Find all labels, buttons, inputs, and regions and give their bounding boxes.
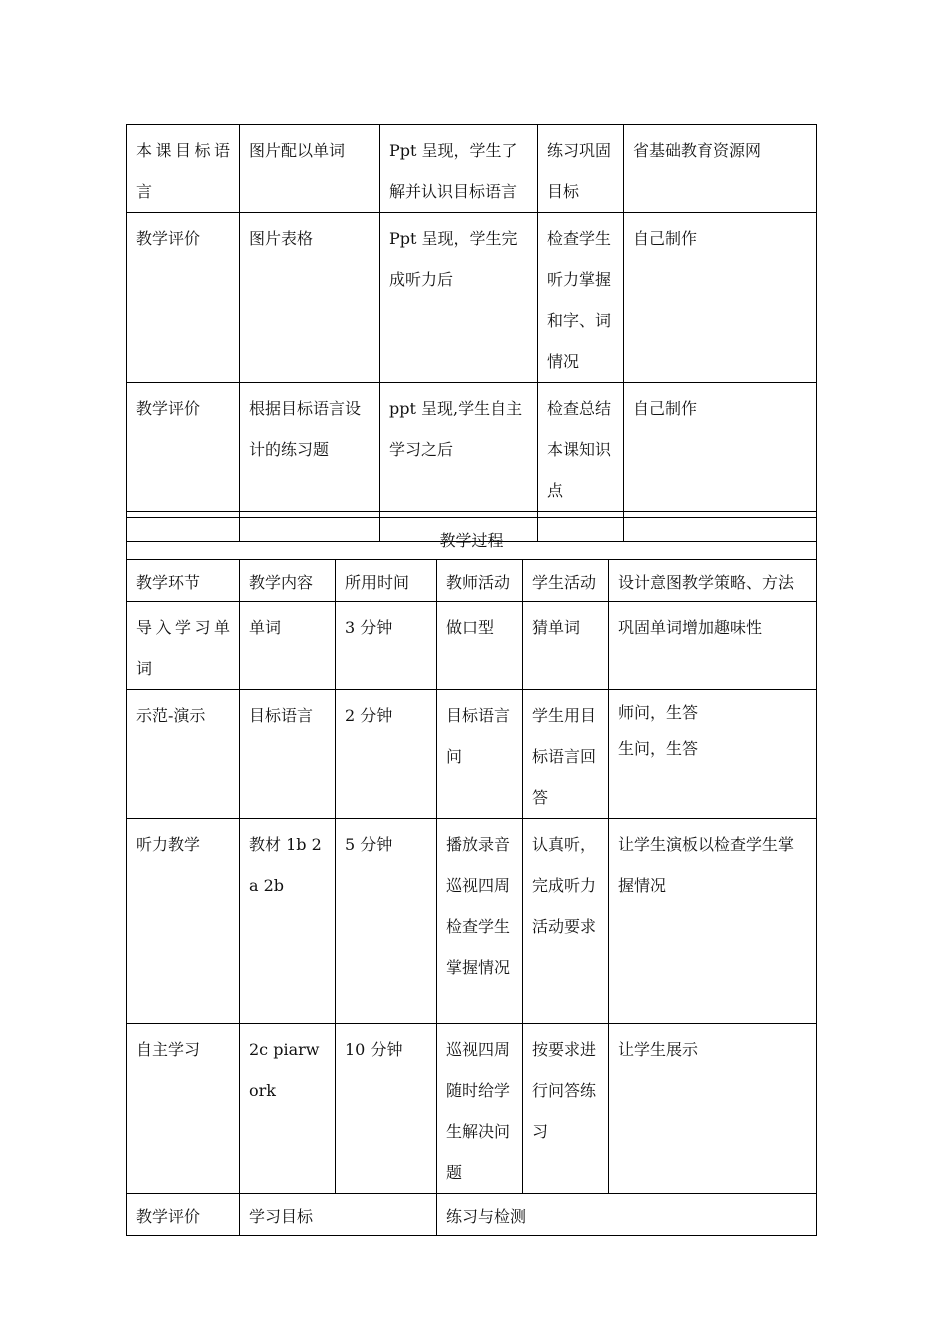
cell-line: 师问，生答 xyxy=(618,703,699,722)
table-cell: 图片表格 xyxy=(240,213,380,383)
table-cell: 本课目标语言 xyxy=(127,125,240,213)
table-cell: 5 分钟 xyxy=(336,819,437,1024)
cell-line: 生问，生答 xyxy=(618,739,699,758)
column-header: 设计意图教学策略、方法 xyxy=(609,560,817,602)
table-cell: 学生用目标语言回答 xyxy=(523,690,609,819)
table-cell: 3 分钟 xyxy=(336,602,437,690)
table-cell: 猜单词 xyxy=(523,602,609,690)
cell-line: 让学生展示 xyxy=(618,1040,699,1059)
table-cell: 检查学生听力掌握和字、词情况 xyxy=(538,213,624,383)
table-cell: 目标语言 xyxy=(240,690,336,819)
table-cell: 巡视四周随时给学生解决问题 xyxy=(437,1024,523,1194)
table-cell: 练习与检测 xyxy=(437,1194,817,1236)
table-cell: Ppt 呈现，学生了解并认识目标语言 xyxy=(380,125,538,213)
teaching-process-table xyxy=(126,517,817,1236)
table-cell: 教材 1b 2a 2b xyxy=(240,819,336,1024)
table-cell xyxy=(609,602,817,690)
column-header: 学生活动 xyxy=(523,560,609,602)
table-cell: 播放录音巡视四周检查学生掌握情况 xyxy=(437,819,523,1024)
table-cell xyxy=(609,690,817,819)
table-row xyxy=(127,125,817,213)
table-cell: Ppt 呈现，学生完成听力后 xyxy=(380,213,538,383)
column-header: 所用时间 xyxy=(336,560,437,602)
table-row xyxy=(127,690,817,819)
table-cell: 练习巩固目标 xyxy=(538,125,624,213)
table-cell: 听力教学 xyxy=(127,819,240,1024)
table-cell: 图片配以单词 xyxy=(240,125,380,213)
cell-line: 让学生演板以检查学生掌握情况 xyxy=(618,835,795,895)
table-cell: 示范-演示 xyxy=(127,690,240,819)
table-cell: 导入学习单词 xyxy=(127,602,240,690)
column-header: 教师活动 xyxy=(437,560,523,602)
table-cell: 认真听，完成听力活动要求 xyxy=(523,819,609,1024)
table-row xyxy=(127,602,817,690)
table-cell: 教学评价 xyxy=(127,1194,240,1236)
table-cell: 自主学习 xyxy=(127,1024,240,1194)
table-cell xyxy=(609,819,817,1024)
table-cell: 目标语言问 xyxy=(437,690,523,819)
cell-line: 巩固单词增加趣味性 xyxy=(618,618,763,637)
table-cell: 教学评价 xyxy=(127,213,240,383)
table-cell: 单词 xyxy=(240,602,336,690)
column-header: 教学环节 xyxy=(127,560,240,602)
table-cell: ppt 呈现,学生自主学习之后 xyxy=(380,383,538,512)
table-cell xyxy=(609,1024,817,1194)
resources-table xyxy=(126,124,817,542)
table-header-row xyxy=(127,560,817,602)
table-row xyxy=(127,1024,817,1194)
table-cell: 做口型 xyxy=(437,602,523,690)
table-row xyxy=(127,213,817,383)
table-footer-row xyxy=(127,1194,817,1236)
table-cell: 2 分钟 xyxy=(336,690,437,819)
table-cell: 教学评价 xyxy=(127,383,240,512)
table-cell: 按要求进行问答练习 xyxy=(523,1024,609,1194)
table-cell: 省基础教育资源网 xyxy=(624,125,817,213)
table-cell: 根据目标语言设计的练习题 xyxy=(240,383,380,512)
table-cell: 检查总结本课知识点 xyxy=(538,383,624,512)
column-header: 教学内容 xyxy=(240,560,336,602)
table-cell: 自己制作 xyxy=(624,383,817,512)
table-row xyxy=(127,819,817,1024)
table-cell: 2c piarwork xyxy=(240,1024,336,1194)
table-title: 教学过程 xyxy=(127,518,817,560)
table-title-row xyxy=(127,518,817,560)
table-cell: 自己制作 xyxy=(624,213,817,383)
table-cell: 学习目标 xyxy=(240,1194,437,1236)
table-row xyxy=(127,383,817,512)
table-cell: 10 分钟 xyxy=(336,1024,437,1194)
